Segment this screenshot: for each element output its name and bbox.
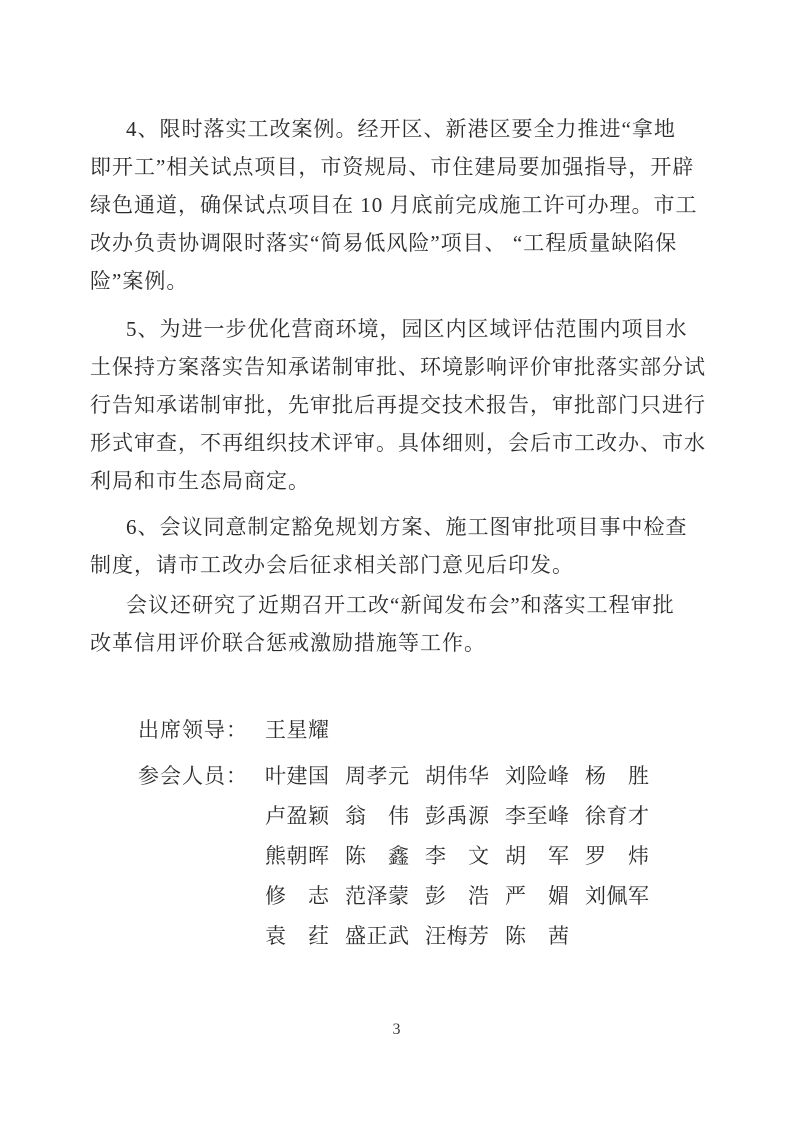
- participants-row: [90, 916, 704, 956]
- participant-name: 叶建国: [265, 764, 330, 788]
- participant-name: 彭禹源: [425, 804, 490, 828]
- participants-row: [90, 756, 704, 796]
- text-line: 会议还研究了近期召开工改“新闻发布会”和落实工程审批: [126, 593, 675, 617]
- text-line: 绿色通道，确保试点项目在 10 月底前完成施工许可办理。市工: [90, 193, 698, 217]
- participant-name: 卢盈颖: [265, 804, 330, 828]
- attendance-section: [90, 710, 704, 956]
- participant-name: 范泽蒙: [345, 884, 410, 908]
- participants-label: 参会人员：: [138, 764, 248, 788]
- participant-name: 刘佩军: [585, 884, 650, 908]
- participants-row: [90, 796, 704, 836]
- paragraph-closing: [90, 586, 704, 662]
- participant-names-row: [265, 836, 704, 876]
- participants-row: [90, 876, 704, 916]
- participant-name: 陈 鑫: [345, 844, 410, 868]
- leader-name: 王星耀: [265, 718, 330, 742]
- text-line: 改革信用评价联合惩戒激励措施等工作。: [90, 631, 486, 655]
- participant-name: 修 志: [265, 884, 330, 908]
- participant-name: 李至峰: [505, 804, 570, 828]
- text-line: 险”案例。: [90, 269, 189, 293]
- participant-name: 严 媚: [505, 884, 570, 908]
- participant-name: 杨 胜: [585, 764, 650, 788]
- paragraph-item-5: [90, 310, 704, 500]
- text-line: 4、限时落实工改案例。经开区、新港区要全力推进“拿地: [126, 117, 676, 141]
- participant-name: 袁 荭: [265, 924, 330, 948]
- paragraph-item-6: [90, 508, 704, 584]
- participant-name: 翁 伟: [345, 804, 410, 828]
- participant-name: 胡伟华: [425, 764, 490, 788]
- participants-row: [90, 836, 704, 876]
- leaders-label: 出席领导：: [138, 718, 248, 742]
- page-number: 3: [392, 1021, 401, 1038]
- leaders-row: [90, 710, 704, 750]
- participant-names-row: [265, 756, 704, 796]
- participant-name: 彭 浩: [425, 884, 490, 908]
- text-line: 利局和市生态局商定。: [90, 469, 310, 493]
- text-line: 形式审查，不再组织技术评审。具体细则，会后市工改办、市水: [90, 431, 706, 455]
- participant-name: 刘险峰: [505, 764, 570, 788]
- participant-names-row: [265, 796, 704, 836]
- text-line: 土保持方案落实告知承诺制审批、环境影响评价审批落实部分试: [90, 355, 706, 379]
- text-line: 即开工”相关试点项目，市资规局、市住建局要加强指导，开辟: [90, 155, 695, 179]
- text-line: 5、为进一步优化营商环境，园区内区域评估范围内项目水: [126, 317, 688, 341]
- participant-names-row: [265, 916, 704, 956]
- participant-names-row: [265, 876, 704, 916]
- paragraph-item-4: [90, 110, 704, 300]
- participant-name: 徐育才: [585, 804, 650, 828]
- participant-name: 周孝元: [345, 764, 410, 788]
- text-line: 改办负责协调限时落实“简易低风险”项目、 “工程质量缺陷保: [90, 231, 678, 255]
- text-line: 行告知承诺制审批，先审批后再提交技术报告，审批部门只进行: [90, 393, 706, 417]
- participant-name: 李 文: [425, 844, 490, 868]
- participant-name: 罗 炜: [585, 844, 650, 868]
- text-line: 制度，请市工改办会后征求相关部门意见后印发。: [90, 553, 574, 577]
- participant-name: 熊朝晖: [265, 844, 330, 868]
- participant-name: 汪梅芳: [425, 924, 490, 948]
- participant-name: 胡 军: [505, 844, 570, 868]
- participant-name: 盛正武: [345, 924, 410, 948]
- text-line: 6、会议同意制定豁免规划方案、施工图审批项目事中检查: [126, 515, 688, 539]
- participant-name: 陈 茜: [505, 924, 570, 948]
